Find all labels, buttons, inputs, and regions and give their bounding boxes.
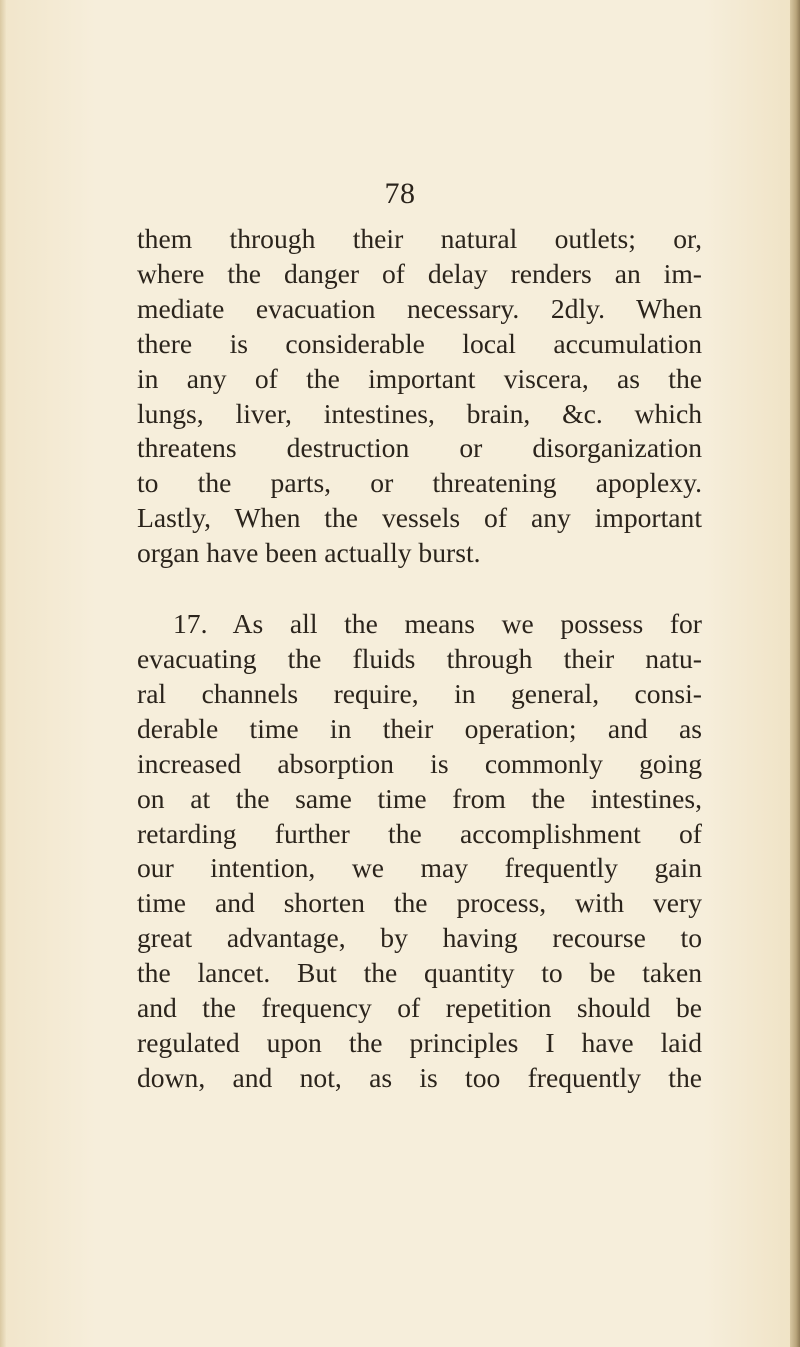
text-line: them through their natural outlets; or,	[137, 223, 702, 254]
text-line: ral channels require, in general, consi-	[137, 677, 702, 709]
paragraph-gap	[137, 571, 702, 607]
text-line: increased absorption is commonly going	[137, 747, 702, 779]
text-line: great advantage, by having recourse to	[137, 922, 702, 954]
text-line: our intention, we may frequently gain	[137, 852, 702, 884]
text-line: the lancet. But the quantity to be taken	[137, 957, 702, 989]
text-line: regulated upon the principles I have laid	[137, 1026, 702, 1058]
text-line: in any of the important viscera, as the	[137, 362, 702, 394]
text-line: threatens destruction or disorganization	[137, 432, 702, 464]
text-line: lungs, liver, intestines, brain, &c. which	[137, 397, 702, 429]
text-line: 17. As all the means we possess for	[173, 608, 702, 640]
text-line: derable time in their operation; and as	[137, 712, 702, 744]
page-number: 78	[384, 177, 416, 210]
text-line: Lastly, When the vessels of any important	[137, 502, 702, 534]
body-text	[137, 222, 702, 1096]
text-line: retarding further the accomplishment of	[137, 817, 702, 849]
text-line: evacuating the fluids through their natu-	[137, 642, 702, 674]
text-line: where the danger of delay renders an im-	[137, 257, 702, 289]
text-line: organ have been actually burst.	[137, 537, 481, 569]
text-line: on at the same time from the intestines,	[137, 782, 702, 814]
text-line: time and shorten the process, with very	[137, 887, 702, 919]
text-line: mediate evacuation necessary. 2dly. When	[137, 292, 702, 324]
text-line: there is considerable local accumulation	[137, 327, 702, 359]
text-line: to the parts, or threatening apoplexy.	[137, 467, 702, 499]
text-line: and the frequency of repetition should be	[137, 992, 702, 1024]
text-line: down, and not, as is too frequently the	[137, 1061, 702, 1093]
